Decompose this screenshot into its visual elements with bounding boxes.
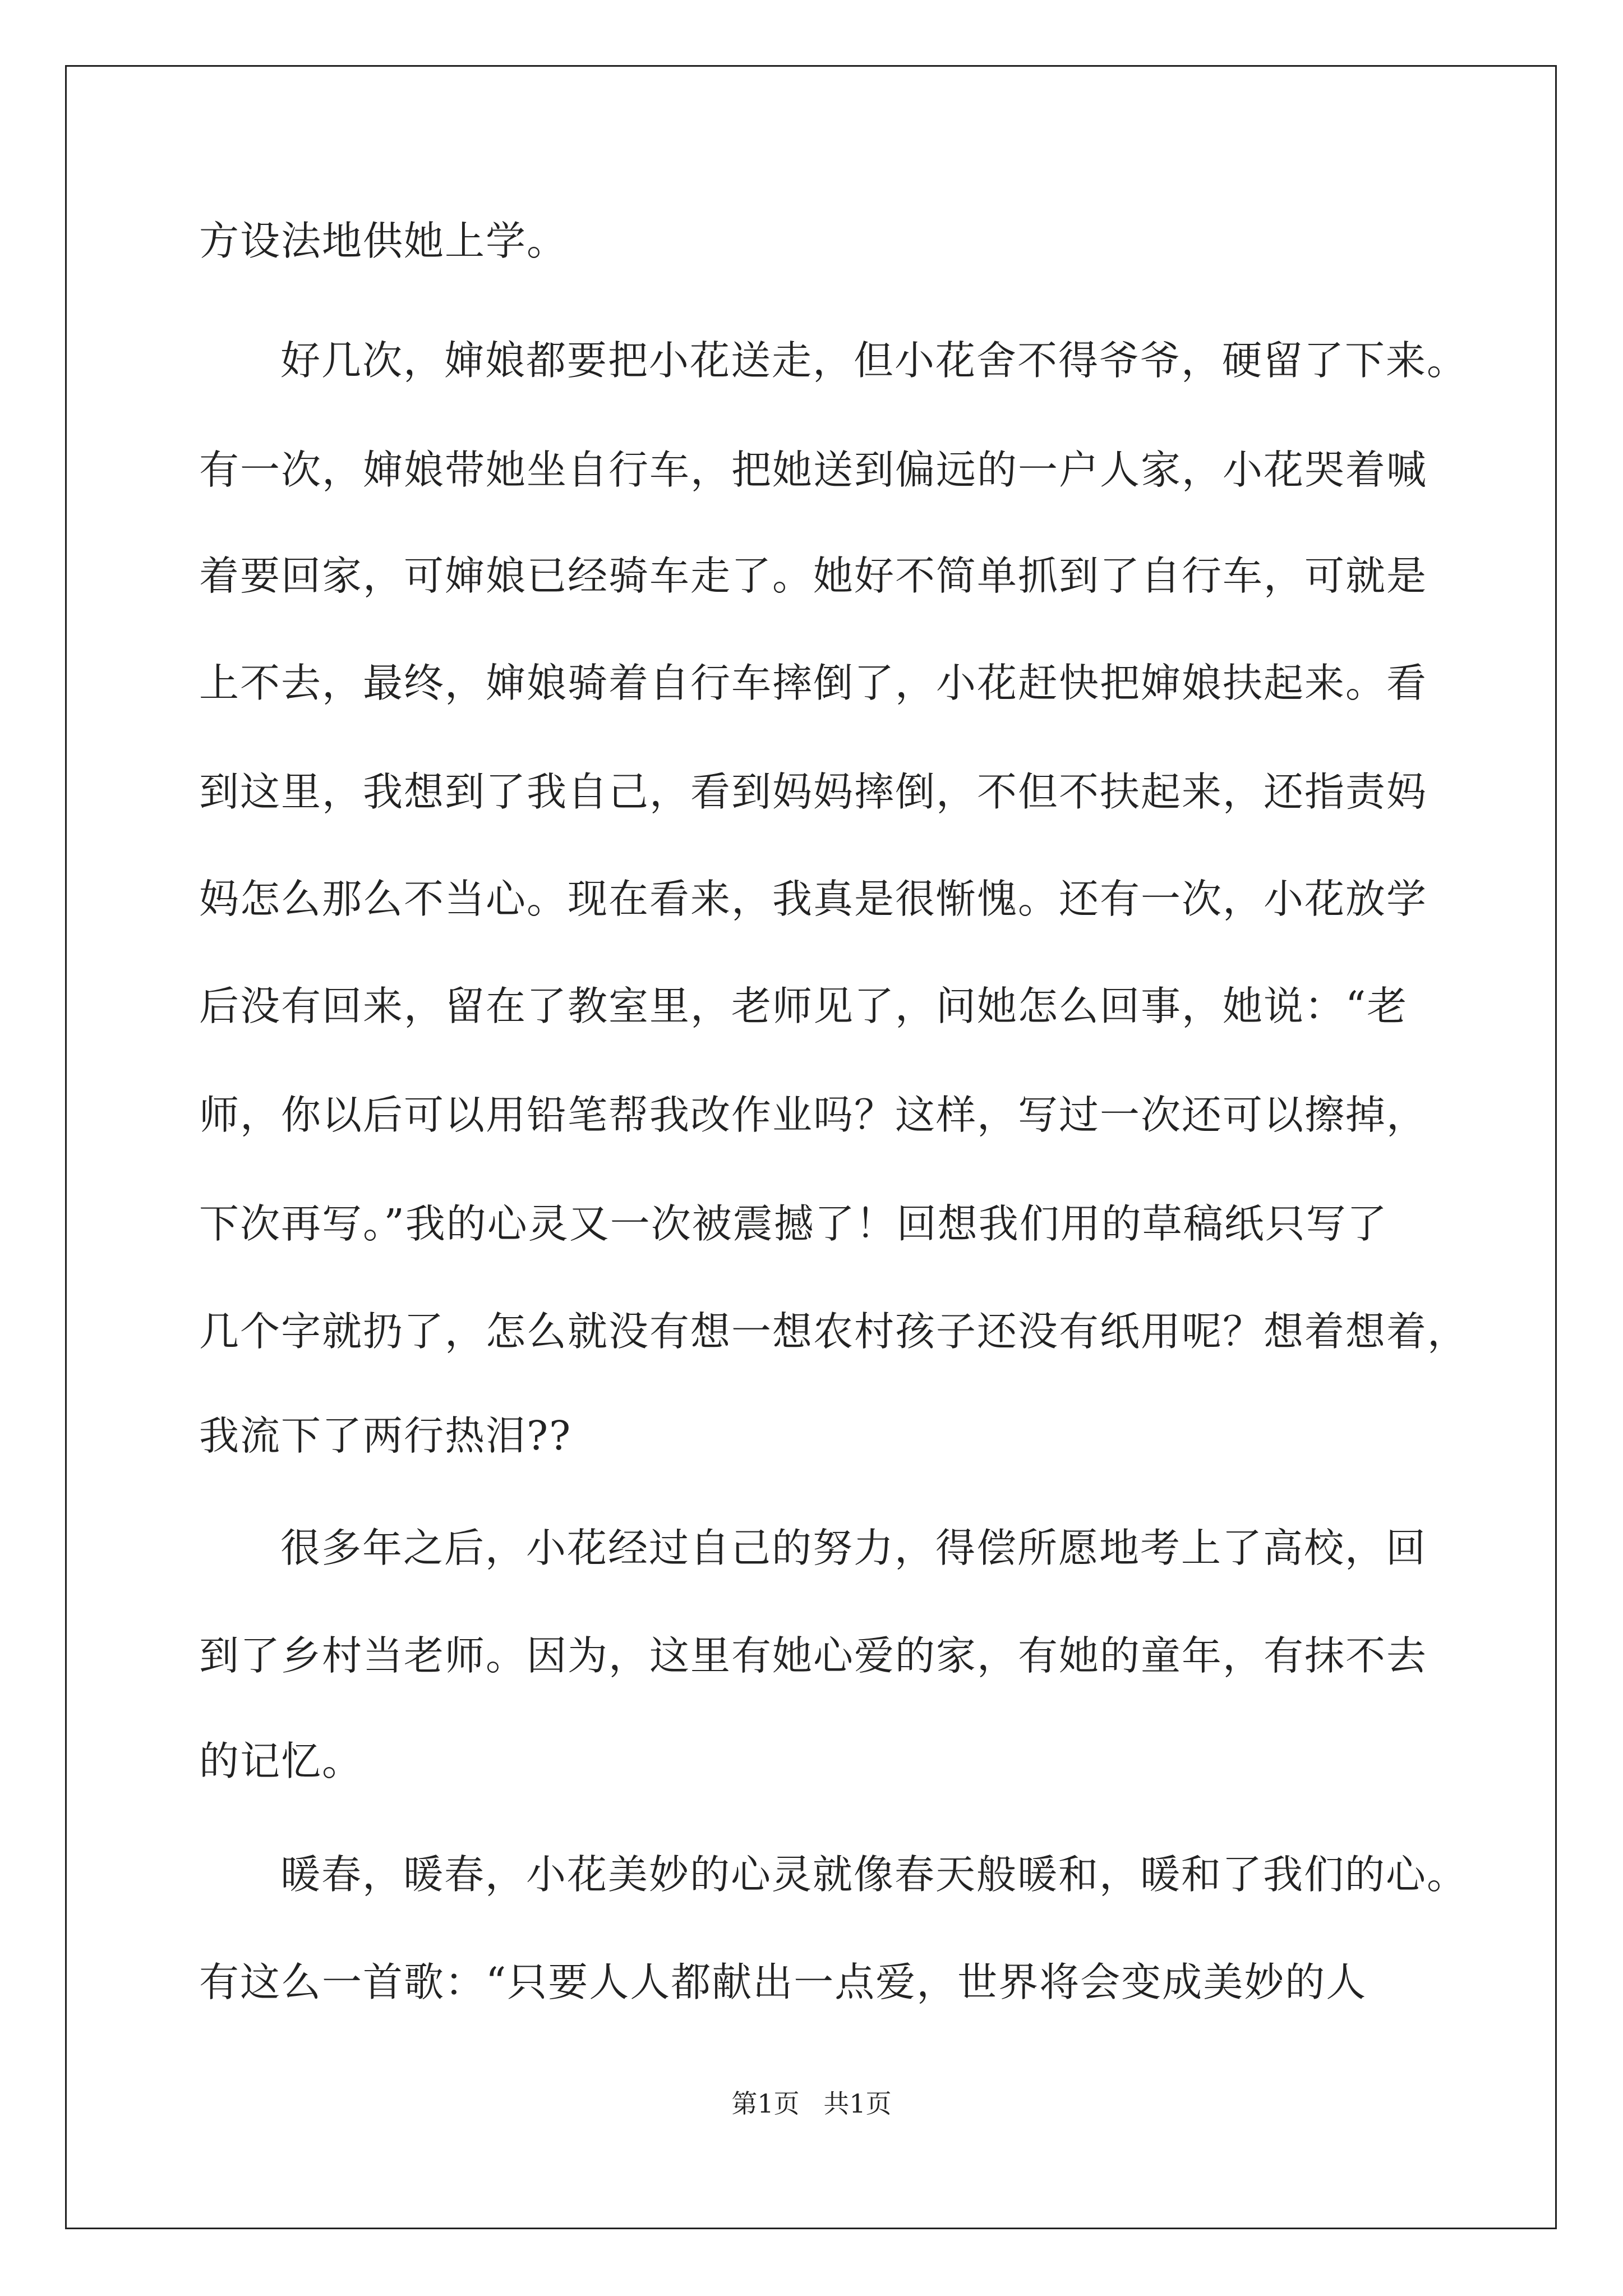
paragraph-first-line: 暖春，暖春，小花美妙的心灵就像春天般暖和，暖和了我们的心。 (280, 1851, 1468, 1898)
text-line: 几个字就扔了，怎么就没有想一想农村孩子还没有纸用呢？想着想着， (199, 1308, 1469, 1355)
paragraph-first-line: 好几次，婶娘都要把小花送走，但小花舍不得爷爷，硬留了下来。 (280, 337, 1468, 384)
text-line: 妈怎么那么不当心。现在看来，我真是很惭愧。还有一次，小花放学 (199, 876, 1428, 922)
text-line: 方设法地供她上学。 (199, 218, 568, 264)
page-total: 共1页 (823, 2088, 892, 2119)
text-line: 有一次，婶娘带她坐自行车，把她送到偏远的一户人家，小花哭着喊 (199, 447, 1428, 493)
text-line: 着要回家，可婶娘已经骑车走了。她好不简单抓到了自行车，可就是 (199, 553, 1428, 599)
text-line: 有这么一首歌：“只要人人都献出一点爱，世界将会变成美妙的人 (199, 1959, 1367, 2005)
page-border (65, 65, 1557, 2229)
text-line: 师，你以后可以用铅笔帮我改作业吗？这样，写过一次还可以擦掉， (199, 1092, 1428, 1138)
page-number: 第1页 (731, 2088, 800, 2119)
text-line: 到了乡村当老师。因为，这里有她心爱的家，有她的童年，有抹不去 (199, 1632, 1428, 1679)
text-line: 上不去，最终，婶娘骑着自行车摔倒了，小花赶快把婶娘扶起来。看 (199, 660, 1428, 706)
text-line: 的记忆。 (199, 1738, 363, 1784)
text-line: 下次再写。”我的心灵又一次被震撼了！回想我们用的草稿纸只写了 (199, 1200, 1388, 1247)
text-line: 我流下了两行热泪?? (199, 1412, 572, 1459)
page-footer (0, 2087, 1623, 2120)
paragraph-first-line: 很多年之后，小花经过自己的努力，得偿所愿地考上了高校，回 (280, 1525, 1427, 1571)
text-line: 到这里，我想到了我自己，看到妈妈摔倒，不但不扶起来，还指责妈 (199, 769, 1428, 815)
text-line: 后没有回来，留在了教室里，老师见了，问她怎么回事，她说：“老 (199, 983, 1408, 1029)
